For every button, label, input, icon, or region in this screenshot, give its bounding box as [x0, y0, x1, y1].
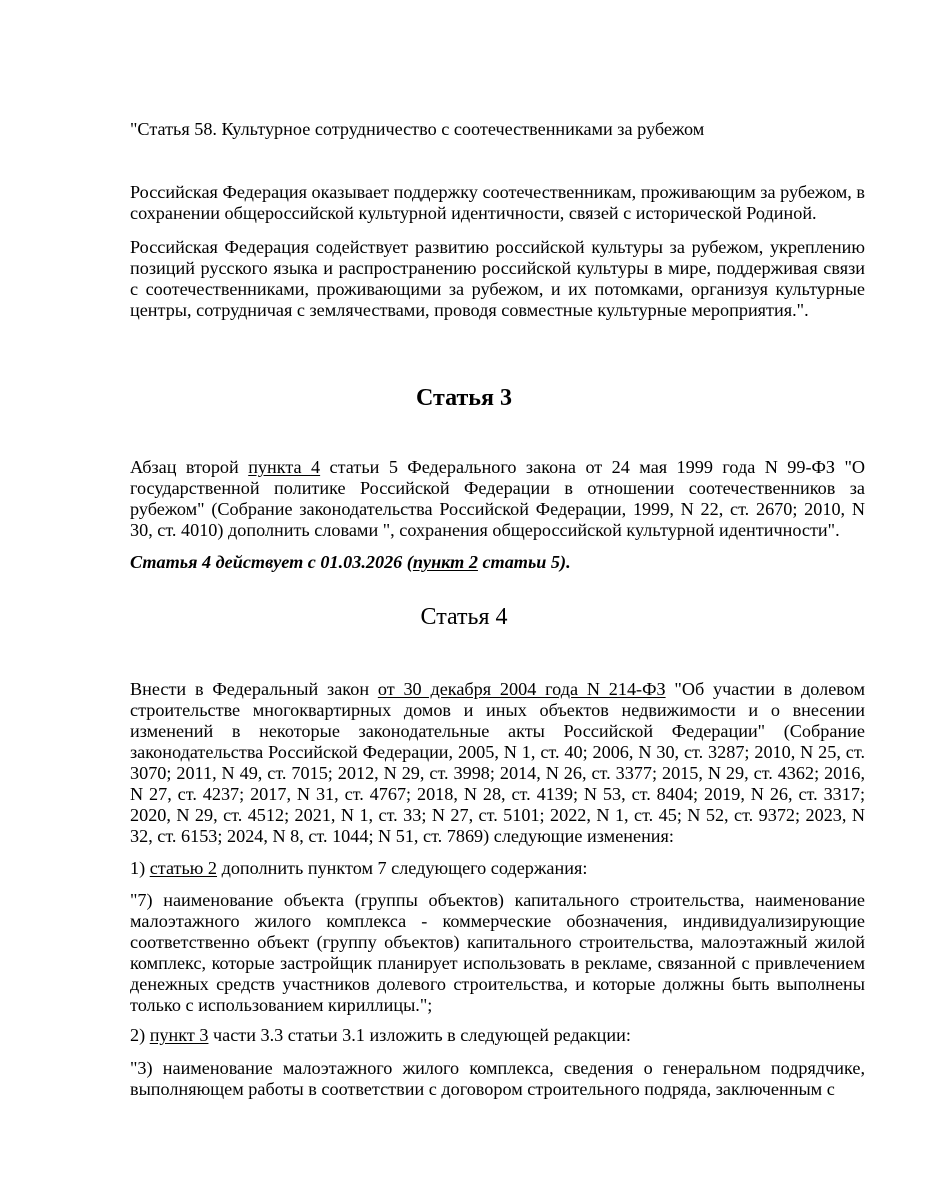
article-4-intro-pre: Внести в Федеральный закон [130, 679, 378, 699]
article-3-paragraph [130, 457, 865, 541]
article-58-title: "Статья 58. Культурное сотрудничество с соотечественниками за рубежом [130, 119, 705, 139]
article-4-item-1-quote: "7) наименование объекта (группы объектов) капитального строительства, наименование малоэтажного жилого комплекса - коммерческие обозначения, индивидуализирующие соответственно объект (группу объектов) капитального строительства, малоэтажный жилой комплекс, которые застройщик планирует использовать в рекламе, связанной с привлечением денежных средств участников долевого строительства, и которые должны быть выполнены только с использованием кириллицы."; [130, 890, 865, 1015]
effective-date-note [130, 552, 865, 573]
link-punkt-4[interactable]: пункта 4 [248, 457, 321, 477]
article-4-item-2 [130, 1025, 865, 1046]
note-text-post: статьи 5). [477, 552, 571, 572]
article-4-heading: Статья 4 [420, 604, 508, 630]
article-58-paragraph-2: Российская Федерация содействует развитию российской культуры за рубежом, укреплению позиций русского языка и распространению российской культуры в мире, поддерживая связи с соотечественниками, проживающими за рубежом, и их потомками, организуя культурные центры, сотрудничая с землячествами, проводя совместные культурные мероприятия.". [130, 237, 865, 320]
item-1-text-post: дополнить пунктом 7 следующего содержания: [217, 858, 588, 878]
article-4-item-1 [130, 858, 865, 879]
item-2-number: 2) [130, 1025, 150, 1045]
link-punkt-3[interactable]: пункт 3 [149, 1025, 209, 1045]
article-4-item-2-quote: "3) наименование малоэтажного жилого комплекса, сведения о генеральном подрядчике, выполняющем работы в соответствии с договором строительного подряда, заключенным с [130, 1058, 865, 1099]
link-statyu-2[interactable]: статью 2 [149, 858, 218, 878]
article-3-heading: Статья 3 [416, 385, 512, 411]
link-punkt-2[interactable]: пункт 2 [412, 552, 478, 572]
article-58-paragraph-1: Российская Федерация оказывает поддержку соотечественникам, проживающим за рубежом, в сохранении общероссийской культурной идентичности, связей с исторической Родиной. [130, 182, 865, 223]
note-text-pre: Статья 4 действует с 01.03.2026 ( [130, 552, 413, 572]
article-4-intro-post: "Об участии в долевом строительстве многоквартирных домов и иных объектов недвижимости и о внесении изменений в некоторые законодательные акты Российской Федерации" (Собрание законодательства Российской Федерации, 2005, N 1, ст. 40; 2006, N 30, ст. 3287; 2010, N 25, ст. 3070; 2011, N 49, ст. 7015; 2012, N 29, ст. 3998; 2014, N 26, ст. 3377; 2015, N 29, ст. 4362; 2016, N 27, ст. 4237; 2017, N 31, ст. 4767; 2018, N 28, ст. 4139; N 53, ст. 8404; 2019, N 26, ст. 3317; 2020, N 29, ст. 4512; 2021, N 1, ст. 33; N 27, ст. 5101; 2022, N 1, ст. 45; N 52, ст. 9372; 2023, N 32, ст. 6153; 2024, N 8, ст. 1044; N 51, ст. 7869) следующие изменения: [130, 679, 865, 846]
item-2-text-post: части 3.3 статьи 3.1 изложить в следующей редакции: [208, 1025, 631, 1045]
item-1-number: 1) [130, 858, 150, 878]
link-law-214-fz[interactable]: от 30 декабря 2004 года N 214-ФЗ [377, 679, 666, 699]
article-3-text-pre: Абзац второй [130, 457, 249, 477]
article-4-intro [130, 679, 865, 847]
article-3-text-post: статьи 5 Федерального закона от 24 мая 1999 года N 99-ФЗ "О государственной политике Российской Федерации в отношении соотечественников за рубежом" (Собрание законодательства Российской Федерации, 1999, N 22, ст. 2670; 2010, N 30, ст. 4010) дополнить словами ", сохранения общероссийской культурной идентичности". [130, 457, 866, 540]
